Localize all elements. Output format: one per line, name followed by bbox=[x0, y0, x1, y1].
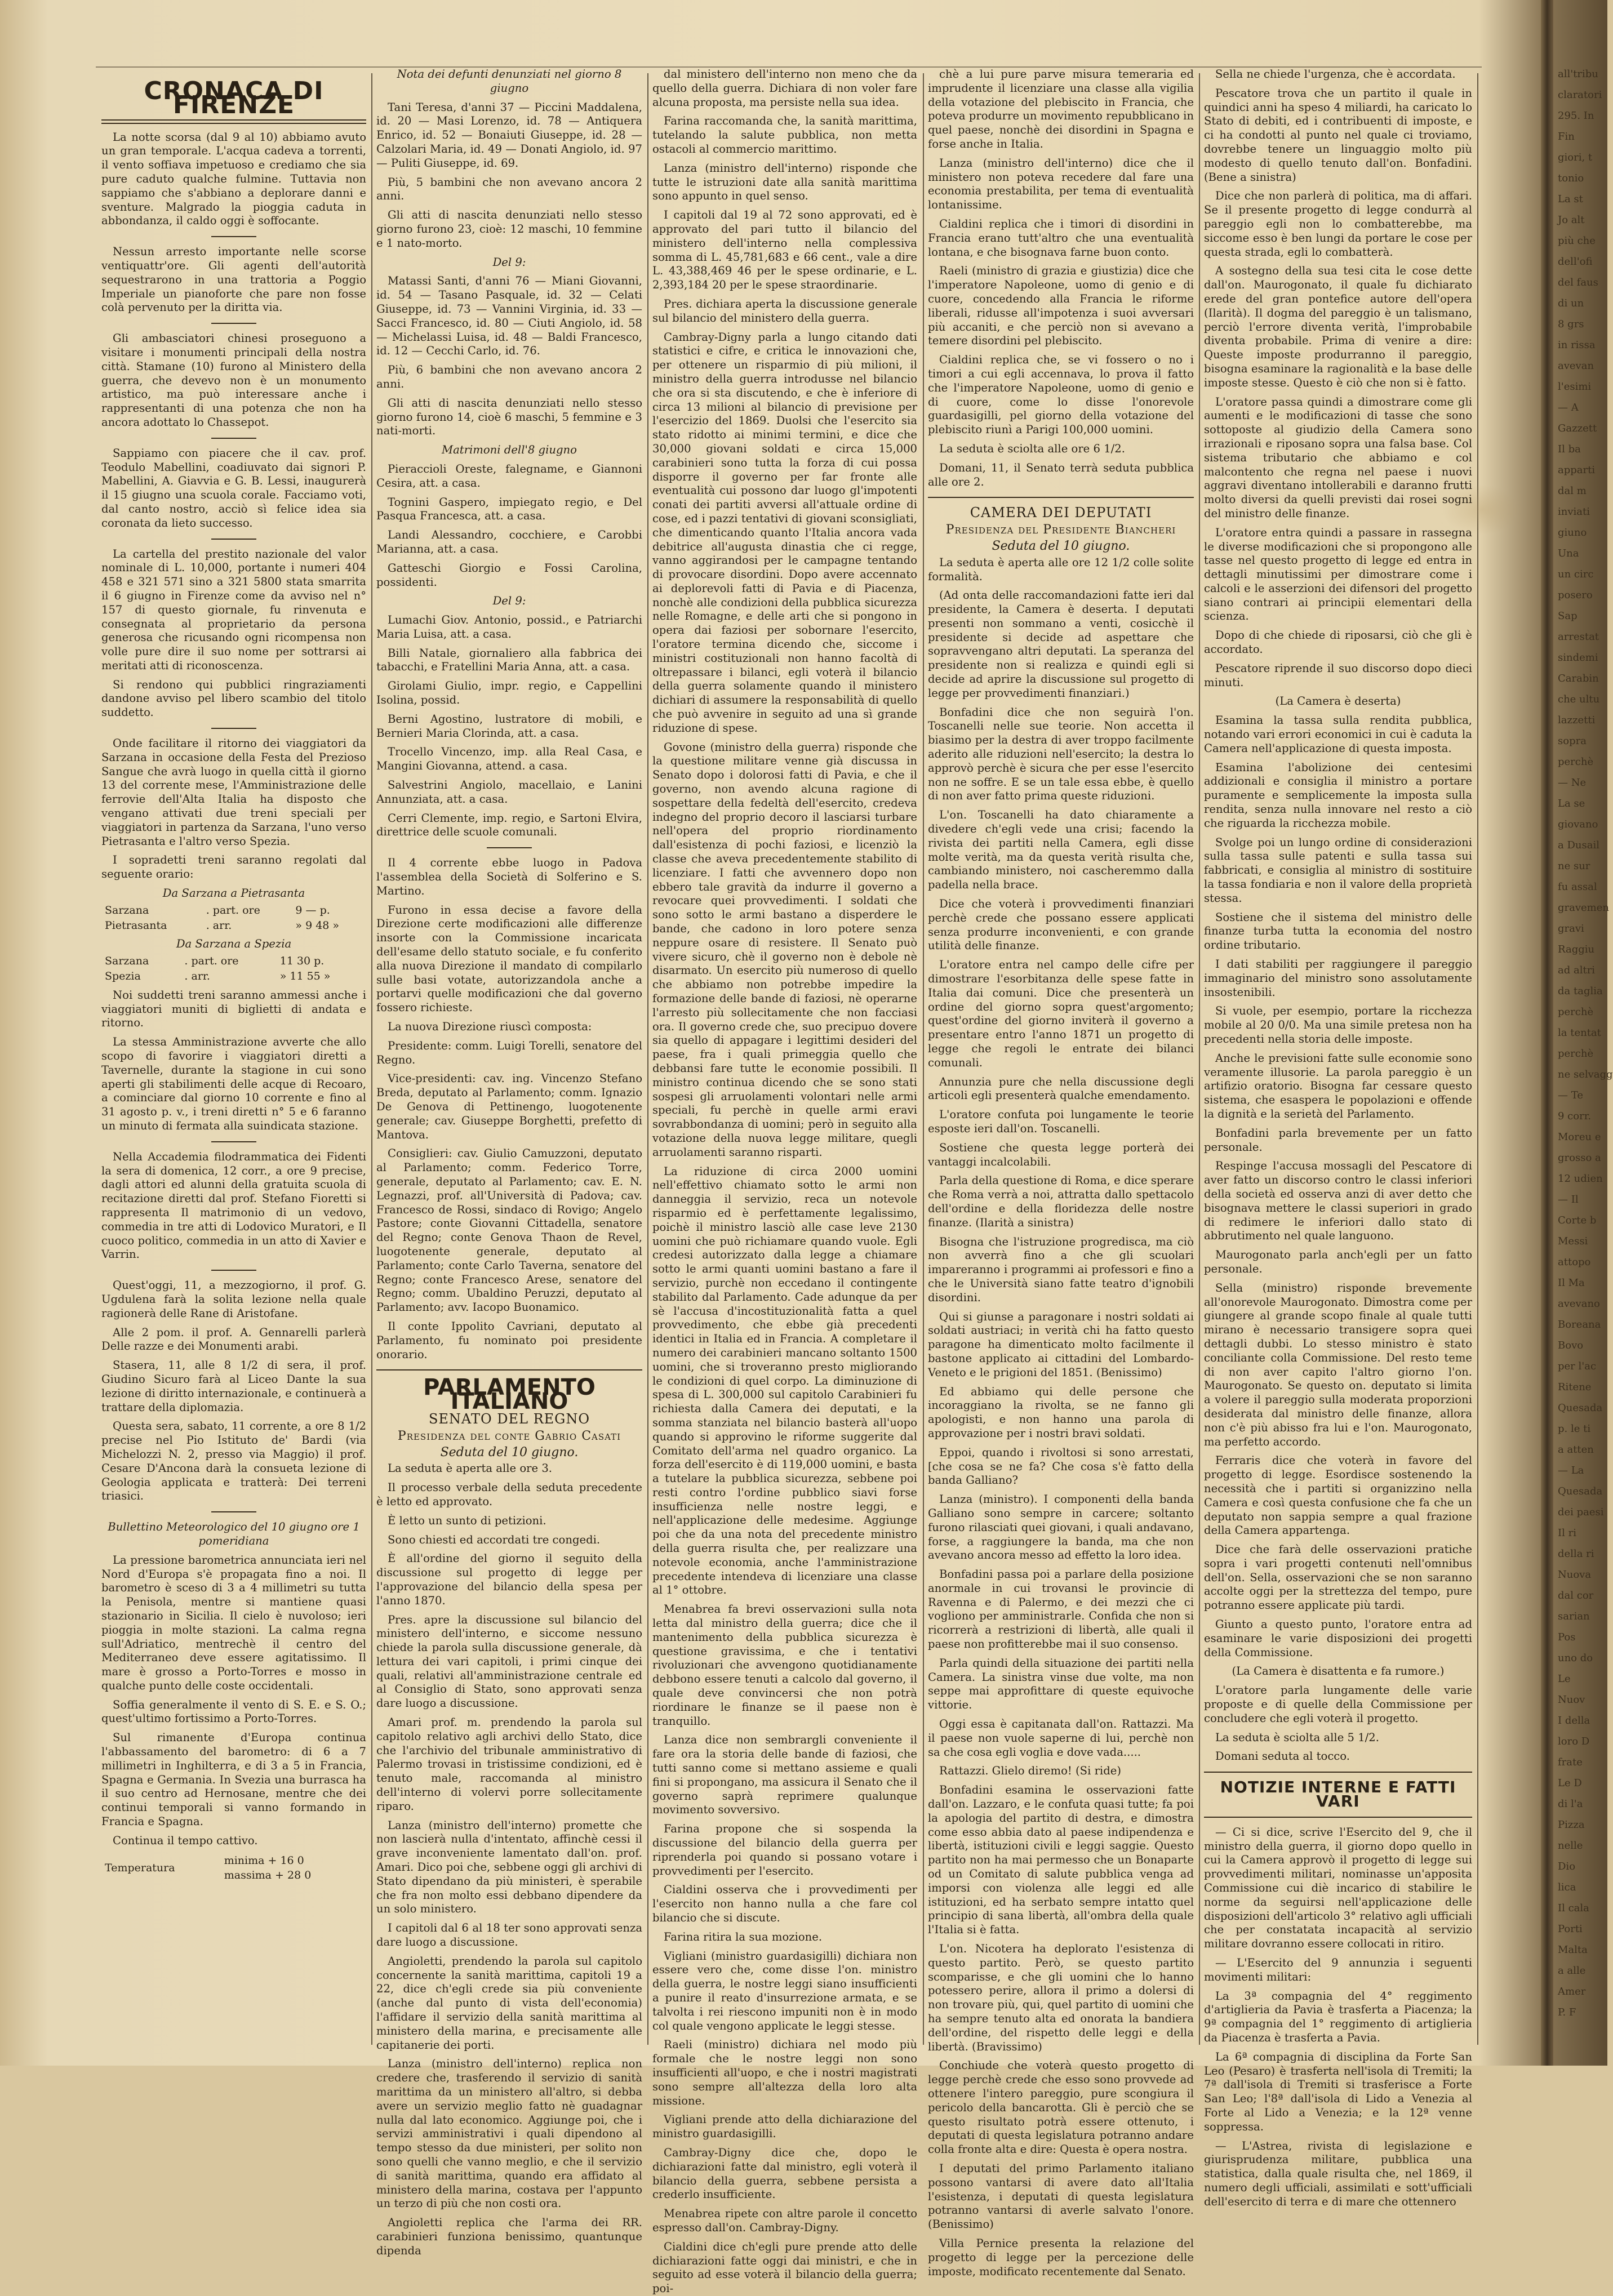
edge-fragment: Boreana bbox=[1558, 1319, 1601, 1331]
edge-fragment: Il Ma bbox=[1558, 1277, 1585, 1289]
senate-heading: SENATO DEL REGNO bbox=[428, 1410, 590, 1427]
edge-fragment: Pos bbox=[1558, 1631, 1576, 1643]
edge-fragment: per l'ac bbox=[1558, 1360, 1597, 1372]
article-paragraph: — Ci si dice, scrive l'Esercito del 9, che il ministro della guerra, il giorno dopo quello in cui la Camera approvò il progetto di legge sui provvedimenti militari, nominasse un'apposita Commissione cui diè incarico di stabilire le norme da seguirsi nell'applicazione delle disposizioni dell'articolo 3° relativo agli ufficiali che per constatata incapacità al servizio militare dovranno essere collocati in ritiro. bbox=[1204, 1825, 1472, 1951]
column-rule bbox=[923, 73, 924, 2045]
article-paragraph: Onde facilitare il ritorno dei viaggiatori da Sarzana in occasione della Festa del Prezioso Sangue che avrà luogo in quella città il giorno 13 del corrente mese, l'Amministrazione delle ferrovie dell'Alta Italia ha disposto che vengano attivati due treni speciali per viaggiatori in partenza da Sarzana, l'uno verso Pietrasanta e l'altro verso Spezia. bbox=[101, 737, 366, 848]
article-paragraph: Cerri Clemente, imp. regio, e Sartoni Elvira, direttrice delle scuole comunali. bbox=[376, 811, 642, 839]
article-paragraph: Cialdini replica che i timori di disordini in Francia erano tutt'altro che una eventualità lontana, e che bisognava farne buon conto. bbox=[928, 217, 1194, 259]
article-paragraph: Berni Agostino, lustratore di mobili, e Bernieri Maria Clorinda, att. a casa. bbox=[376, 712, 642, 740]
separator bbox=[487, 847, 532, 848]
article-paragraph: Ferraris dice che voterà in favore del progetto di legge. Esordisce sostenendo la necessità che i partiti si organizzino nella Camera e così questa confusione che fa che un deputato non sappia sempre a qual frazione della Camera appartenga. bbox=[1204, 1454, 1472, 1537]
article-paragraph: Pieraccioli Oreste, falegname, e Giannoni Cesira, att. a casa. bbox=[376, 462, 642, 490]
article-paragraph: Oggi essa è capitanata dall'on. Rattazzi. Ma il paese non vuole saperne di lui, perchè non sa che cosa egli voglia e dove vada..... bbox=[928, 1717, 1194, 1759]
article-paragraph: I deputati del primo Parlamento italiano possono vantarsi di avere dato all'Italia l'esistenza, i deputati di questa legislatura potranno vantarsi di averle salvato l'onore. (Benissimo) bbox=[928, 2161, 1194, 2231]
edge-fragment: inviati bbox=[1558, 506, 1590, 518]
edge-fragment: p. le ti bbox=[1558, 1423, 1591, 1435]
article-paragraph: Raeli (ministro) dichiara nel modo più formale che le nostre leggi non sono insufficienti all'uopo, e che i nostri magistrati sono sempre all'altezza della loro alta missione. bbox=[652, 2038, 917, 2107]
edge-fragment: Nuova bbox=[1558, 1569, 1592, 1581]
edge-fragment: giovano bbox=[1558, 818, 1598, 830]
article-paragraph: Annunzia pure che nella discussione degli articoli egli presenterà qualche emendamento. bbox=[928, 1075, 1194, 1102]
edge-fragment: sarian bbox=[1558, 1610, 1590, 1622]
edge-fragment: Pizza bbox=[1558, 1819, 1585, 1831]
edge-fragment: lica bbox=[1558, 1881, 1576, 1893]
article-paragraph: Conchiude che voterà questo progetto di legge perchè crede che esso sono provvede ad ottenere l'intero pareggio, pure scongiura il pericolo della bancarotta. Gli è perciò che se questo risultato potrà essere ottenuto, i deputati di questa legislatura potranno andare colla fronte alta e dire: Questa è opera nostra. bbox=[928, 2059, 1194, 2156]
edge-fragment: Amer bbox=[1558, 1986, 1586, 1997]
edge-fragment: ne sur bbox=[1558, 860, 1590, 872]
edge-fragment: da taglia bbox=[1558, 985, 1603, 997]
camera-title: CAMERA DEI DEPUTATI bbox=[970, 505, 1152, 521]
article-paragraph: La notte scorsa (dal 9 al 10) abbiamo avuto un gran temporale. L'acqua cadeva a torrenti, il vento soffiava impetuoso e crediamo che sia pure caduto qualche fulmine. Tuttavia non sappiamo che s'abbiano a deplorare danni e sventure. Malgrado la pioggia caduta in abbondanza, il caldo oggi è soffocante. bbox=[101, 130, 366, 228]
article-paragraph: La pressione barometrica annunciata ieri nel Nord d'Europa s'è propagata fino a noi. Il barometro è sceso di 3 a 4 millimetri su tutta la Penisola, mentre si mantiene quasi stazionario in Sicilia. Il cielo è nuvoloso; ieri pioggia in molte stazioni. La calma regna sull'Adriatico, mentrechè il centro del Mediterraneo deve essere agitatissimo. Il mare è grosso a Porto-Torres e mosso in qualche punto delle coste occidentali. bbox=[101, 1553, 366, 1692]
timetable bbox=[101, 903, 366, 933]
edge-fragment: apparti bbox=[1558, 464, 1596, 476]
edge-fragment: Le D bbox=[1558, 1777, 1582, 1789]
article-paragraph: Sul rimanente d'Europa continua l'abbassamento del barometro: di 6 a 7 millimetri in Inghilterra, e di 3 a 5 in Francia, Spagna e Germania. In Svezia una burrasca ha il suo centro ad Hernosane, mentre che dei continui temporali si vanno formando in Francia e Spagna. bbox=[101, 1731, 366, 1828]
column-rule bbox=[1477, 73, 1478, 2045]
article-paragraph: Questa sera, sabato, 11 corrente, a ore 8 1/2 precise nel Pio Istituto de' Bardi (via Michelozzi N. 2, presso via Maggio) il prof. Cesare D'Ancona darà la consueta lezione di Geologia applicata e tratterà: Dei terreni triasici. bbox=[101, 1420, 366, 1503]
edge-fragment: — Ne bbox=[1558, 777, 1587, 789]
timetable-kind: . arr. bbox=[206, 919, 232, 932]
article-paragraph: Billi Natale, giornaliero alla fabbrica dei tabacchi, e Fratellini Maria Anna, att. a casa. bbox=[376, 646, 642, 674]
article-paragraph: L'on. Toscanelli ha dato chiaramente a divedere ch'egli vede una crisi; facendo la rivista dei partiti nella Camera, egli disse molte verità, ma da questa verità risulta che, cambiando ministero, noi cascheremmo dalla padella nella brace. bbox=[928, 808, 1194, 892]
article-paragraph: Rattazzi. Glielo diremo! (Si ride) bbox=[939, 1764, 1121, 1778]
article-paragraph: Menabrea fa brevi osservazioni sulla nota letta dal ministro della guerra; dice che il mantenimento della pubblica sicurezza è questione gravissima, e che i tentativi rivoluzionari che avvengono quotidianamente debbono essere tenuti a calcolo dal governo, il quale deve convincersi che non potrà riordinare le finanze se il paese non è tranquillo. bbox=[652, 1603, 917, 1728]
edge-fragment: 12 udien bbox=[1558, 1173, 1603, 1185]
edge-fragment: Bovo bbox=[1558, 1340, 1584, 1351]
edge-fragment: — Il bbox=[1558, 1194, 1579, 1205]
article-paragraph: La seduta è aperta alle ore 3. bbox=[388, 1462, 553, 1475]
edge-fragment: ad altri bbox=[1558, 964, 1596, 976]
article-paragraph: Raeli (ministro di grazia e giustizia) dice che l'imperatore Napoleone, uomo di genio e di cuore, concedendo alla Francia le riforme liberali, ridusse all'impotenza i suoi avversari più accaniti, e che perciò non si avevano a temere disordini pel plebiscito. bbox=[928, 264, 1194, 348]
article-paragraph: Farina raccomanda che, la sanità marittima, tutelando la salute pubblica, non metta ostacoli al commercio marittimo. bbox=[652, 114, 917, 155]
article-paragraph: Bonfadini esamina le osservazioni fatte dall'on. Lazzaro, e le confuta quasi tutte; fa poi la apologia del partito di destra, e dimostra come esso abbia dato al paese indipendenza e libertà, istituzioni civili e leggi saggie. Questo partito non ha mai permesso che un Bonaparte od un Comitato di salute pubblica venga ad imporsi con violenza alle leggi ed alle istituzioni, ed ha serbato sempre intatto quel principio di sana libertà, all'ombra della quale l'Italia si è fatta. bbox=[928, 1783, 1194, 1937]
article-paragraph: Presidente: comm. Luigi Torelli, senatore del Regno. bbox=[376, 1039, 642, 1066]
timetable-row bbox=[101, 954, 366, 969]
article-paragraph: Sostiene che il sistema del ministro delle finanze turba tutta la economia del nostro ordine tributario. bbox=[1204, 910, 1472, 952]
article-paragraph: Il conte Ippolito Cavriani, deputato al Parlamento, fu nominato poi presidente onorario. bbox=[376, 1319, 642, 1361]
timetable-time: 11 30 p. bbox=[279, 955, 325, 968]
article-paragraph: Si vuole, per esempio, portare la ricchezza mobile al 20 0/0. Ma una simile pretesa non ha precedenti nella storia delle imposte. bbox=[1204, 1004, 1472, 1045]
article-paragraph: I dati stabiliti per raggiungere il pareggio immaginario del ministro sono assolutamente insostenibili. bbox=[1204, 958, 1472, 999]
edge-fragment: Porti bbox=[1558, 1923, 1583, 1935]
article-paragraph: Pescatore riprende il suo discorso dopo dieci minuti. bbox=[1204, 661, 1472, 689]
article-paragraph: Menabrea ripete con altre parole il concetto espresso dall'on. Cambray-Digny. bbox=[652, 2207, 917, 2234]
edge-fragment: lazzetti bbox=[1558, 714, 1596, 726]
edge-fragment: di un bbox=[1558, 297, 1584, 309]
timetable-route-heading: Da Sarzana a Spezia bbox=[176, 937, 292, 951]
edge-fragment: giori, t bbox=[1558, 152, 1593, 163]
article-paragraph: Maurogonato parla anch'egli per un fatto personale. bbox=[1204, 1248, 1472, 1275]
article-paragraph: Sappiamo con piacere che il cav. prof. Teodulo Mabellini, coadiuvato dai signori P. Mabellini, A. Giavvia e G. B. Lessi, inaugurerà il 15 giugno una scuola corale. Facciamo voti, dal canto nostro, acciò sì felice idea sia coronata da lieto successo. bbox=[101, 446, 366, 529]
timetable-row bbox=[101, 918, 366, 933]
article-paragraph: Lanza dice non sembrargli conveniente il fare ora la storia delle bande di faziosi, che tutti sanno come si mettano assieme e quali fini si propongano, ma assicura il Senato che il governo saprà reprimere qualunque movimento sovversivo. bbox=[652, 1733, 917, 1817]
article-paragraph: Girolami Giulio, impr. regio, e Cappellini Isolina, possid. bbox=[376, 679, 642, 707]
separator bbox=[211, 539, 256, 540]
article-paragraph: Cialdini osserva che i provvedimenti per l'esercito non hanno nulla a che fare col bilancio che si discute. bbox=[652, 1883, 917, 1924]
edge-fragment: perchè bbox=[1558, 1048, 1594, 1060]
edge-fragment: gravemen bbox=[1558, 902, 1609, 914]
edge-fragment: un circ bbox=[1558, 568, 1594, 580]
article-paragraph: Lanza (ministro dell'interno) replica non credere che, trasferendo il servizio di sanità marittima da un ministero all'altro, si debba avere un servizio meglio fatto nè guadagnar nulla dal lato economico. Aggiunge poi, che i servizi amministrativi i quali dipendono al tempo stesso da due ministeri, per solito non sono quelli che vanno meglio, e che il servizio di sanità marittima, quando era affidato al ministero della marina, costava per l'appunto un terzo di più che non costi ora. bbox=[376, 2057, 642, 2210]
article-paragraph: Domani, 11, il Senato terrà seduta pubblica alle ore 2. bbox=[928, 461, 1194, 488]
edge-fragment: avevano bbox=[1558, 1298, 1600, 1310]
article-paragraph: Consiglieri: cav. Giulio Camuzzoni, deputato al Parlamento; comm. Federico Torre, generale, deputato al Parlamento; cav. E. N. Legnazzi, prof. all'Università di Padova; cav. Francesco de Rossi, sindaco di Rovigo; Angelo Pastore; conte Giovanni Cittadella, senatore del Regno; conte Genova Thaon de Revel, luogotenente generale, deputato al Parlamento; conte Carlo Taverna, senatore del Regno; conte Francesco Arese, senatore del Regno; comm. Ubaldino Peruzzi, deputato al Parlamento; avv. Iacopo Buonamico. bbox=[376, 1147, 642, 1314]
edge-fragment: Nuov bbox=[1558, 1694, 1585, 1706]
article-paragraph: Anche le previsioni fatte sulle economie sono veramente illusorie. La parola pareggio è un artifizio oratorio. Bisogna far cessare questo sistema, che esaspera le popolazioni e offende la dignità e la serietà del Parlamento. bbox=[1204, 1051, 1472, 1120]
edge-fragment: La se bbox=[1558, 798, 1585, 809]
article-paragraph: La 3ª compagnia del 4° reggimento d'artiglieria da Pavia è trasferta a Piacenza; la 9ª compagnia del 1° reggimento di artiglieria da Piacenza è trasferta a Pavia. bbox=[1204, 1989, 1472, 2044]
edge-fragment: 295. In bbox=[1558, 110, 1594, 122]
timetable-station: Pietrasanta bbox=[105, 919, 167, 932]
edge-fragment: fu assal bbox=[1558, 881, 1597, 893]
column-rule bbox=[371, 73, 372, 2045]
edge-fragment: del faus bbox=[1558, 277, 1598, 288]
timetable-row bbox=[101, 969, 366, 984]
edge-fragment: perchè bbox=[1558, 1006, 1594, 1018]
article-paragraph: La nuova Direzione riuscì composta: bbox=[388, 1020, 592, 1034]
article-paragraph: Farina ritira la sua mozione. bbox=[664, 1930, 823, 1943]
edge-fragment: Le bbox=[1558, 1673, 1571, 1685]
article-paragraph: Dice che farà delle osservazioni pratiche sopra i vari progetti contenuti nell'omnibus dell'on. Sella, osservazioni che se non saranno accolte oggi per la strettezza del tempo, pure potranno essere applicate più tardi. bbox=[1204, 1543, 1472, 1612]
bulletin-title: Bullettino Meteorologico del 10 giugno ore 1 pomeridiana bbox=[108, 1520, 360, 1547]
timetable-row bbox=[101, 903, 366, 918]
article-paragraph: Gatteschi Giorgio e Fossi Carolina, possidenti. bbox=[376, 561, 642, 589]
edge-fragment: Corte b bbox=[1558, 1214, 1597, 1226]
article-paragraph: I capitoli dal 19 al 72 sono approvati, ed è approvato del pari tutto il bilancio del ministero dell'interno nella complessiva somma di L. 45,781,683 e 66 cent., vale a dire L. 43,388,469 46 per le spese ordinarie, e L. 2,393,184 20 per le spese straordinarie. bbox=[652, 208, 917, 292]
article-paragraph: Tani Teresa, d'anni 37 — Piccini Maddalena, id. 20 — Masi Lorenzo, id. 78 — Antiquera Enrico, id. 52 — Bonaiuti Giuseppe, id. 28 — Calzolari Maria, id. 49 — Donati Angiolo, id. 97 — Puliti Giuseppe, id. 69. bbox=[376, 100, 642, 170]
article-paragraph: È all'ordine del giorno il seguito della discussione sul progetto di legge per l'approvazione del bilancio della spesa per l'anno 1870. bbox=[376, 1552, 642, 1607]
session-date: Seduta del 10 giugno. bbox=[440, 1445, 579, 1460]
edge-fragment: 9 corr. bbox=[1558, 1110, 1592, 1122]
edge-fragment: Raggiu bbox=[1558, 944, 1595, 955]
article-paragraph: (Ad onta delle raccomandazioni fatte ieri dal presidente, la Camera è deserta. I deputati presenti non sommano a venti, cosicchè il presidente si decide ad aspettare che sopravvengano altri deputati. La speranza del presidente non si realizza e quindi egli si decide ad aprire la discussione sul progetto di legge per provvedimenti finanziari.) bbox=[928, 589, 1194, 700]
article-paragraph: I sopradetti treni saranno regolati dal seguente orario: bbox=[101, 853, 366, 881]
timetable-time: » 9 48 » bbox=[295, 919, 340, 932]
section-title-notizie: NOTIZIE INTERNE E FATTI VARI bbox=[1220, 1778, 1456, 1811]
edge-fragment: Jo alt bbox=[1558, 214, 1585, 226]
article-paragraph: Quest'oggi, 11, a mezzogiorno, il prof. G. Ugdulena farà la solita lezione nella quale ragionerà delle Rane di Aristofane. bbox=[101, 1279, 366, 1320]
edge-fragment: Messi bbox=[1558, 1235, 1588, 1247]
edge-fragment: Una bbox=[1558, 548, 1579, 559]
separator bbox=[211, 1270, 256, 1271]
timetable bbox=[101, 954, 366, 984]
column-defunti-senato bbox=[376, 68, 642, 2257]
edge-fragment: sindemi bbox=[1558, 652, 1598, 664]
article-paragraph: Soffia generalmente il vento di S. E. e S. O.; quest'ultimo fortissimo a Porto-Torres. bbox=[101, 1698, 366, 1725]
article-paragraph: Furono in essa decise a favore della Direzione certe modificazioni alle differenze insorte con la Commissione incaricata dell'esame dello statuto sociale, e fu conferito alla nuova Direzione il mandato di compilarlo sulle basi votate, autorizzandola anche a portarvi quelle modificazioni che dal governo fossero richieste. bbox=[376, 903, 642, 1014]
temperature-table bbox=[101, 1853, 366, 1884]
article-paragraph: Angioletti, prendendo la parola sul capitolo concernente la sanità marittima, capitoli 19 a 22, dice ch'egli crede sia più conveniente (anche dal punto di vista dell'economia) l'affidare il servizio della sanità marittima al ministero della marina, e precisamente alle capitanerie dei porti. bbox=[376, 1954, 642, 2052]
edge-fragment: Sap bbox=[1558, 610, 1578, 622]
edge-fragment: Quesada bbox=[1558, 1402, 1603, 1414]
edge-fragment: più che bbox=[1558, 235, 1596, 247]
article-paragraph: Angioletti replica che l'arma dei RR. carabinieri funziona benissimo, quantunque dipenda bbox=[376, 2216, 642, 2257]
section-title-parlamento: PARLAMENTO ITALIANO bbox=[423, 1374, 596, 1415]
article-paragraph: Nessun arresto importante nelle scorse ventiquattr'ore. Gli agenti dell'autorità sequestrarono in una trattoria a Poggio Imperiale un pianoforte che pare non fosse colà pervenuto per la diritta via. bbox=[101, 245, 366, 314]
edge-fragment: Moreu e bbox=[1558, 1131, 1601, 1143]
edge-fragment: la tentat bbox=[1558, 1027, 1601, 1039]
article-paragraph: Si rendono qui pubblici ringraziamenti dandone avviso pel libero scambio del titolo suddetto. bbox=[101, 678, 366, 719]
article-paragraph: chè a lui pure parve misura temeraria ed imprudente il licenziare una classe alla vigilia della votazione del plebiscito in Francia, che poteva produrre un movimento repubblicano in quel paese, nonchè dei disordini in Spagna e forse anche in Italia. bbox=[928, 68, 1194, 150]
edge-fragment: Carabin bbox=[1558, 673, 1599, 684]
edge-fragment: claratori bbox=[1558, 89, 1602, 101]
edge-fragment: all'tribu bbox=[1558, 68, 1598, 80]
separator bbox=[211, 236, 256, 237]
edge-fragment: della ri bbox=[1558, 1548, 1594, 1560]
article-paragraph: Sella ne chiede l'urgenza, che è accordata. bbox=[1215, 68, 1456, 81]
edge-fragment: tonio bbox=[1558, 172, 1584, 184]
article-paragraph: Pres. dichiara aperta la discussione generale sul bilancio del ministero della guerra. bbox=[652, 297, 917, 324]
edge-fragment: Il ba bbox=[1558, 443, 1581, 455]
edge-fragment: Il cala bbox=[1558, 1902, 1589, 1914]
article-paragraph: Trocello Vincenzo, imp. alla Real Casa, e Mangini Giovanna, attend. a casa. bbox=[376, 745, 642, 773]
edge-fragment: La st bbox=[1558, 193, 1583, 205]
edge-fragment: che ultu bbox=[1558, 693, 1600, 705]
article-paragraph: Cambray-Digny dice che, dopo le dichiarazioni fatte dal ministro, egli voterà il bilancio della guerra, sebbene persista a crederlo insufficiente. bbox=[652, 2146, 917, 2201]
article-paragraph: Ed abbiamo qui delle persone che incoraggiano la rivolta, se ne fanno gli apologisti, e non hanno una parola di approvazione per i nostri bravi soldati. bbox=[928, 1385, 1194, 1440]
edge-fragment: a alle bbox=[1558, 1965, 1586, 1977]
article-paragraph: Lanza (ministro dell'interno) risponde che tutte le istruzioni date alla sanità marittima sono appunto in quel senso. bbox=[652, 161, 917, 203]
edge-fragment: nelle bbox=[1558, 1840, 1583, 1852]
timetable-kind: . part. ore bbox=[206, 904, 260, 916]
separator bbox=[211, 1141, 256, 1142]
article-paragraph: (La Camera è deserta) bbox=[1275, 695, 1401, 708]
edge-fragment: a Dusail bbox=[1558, 839, 1599, 851]
column-cronaca bbox=[101, 68, 366, 2050]
column-camera-notizie bbox=[1204, 68, 1472, 2208]
article-paragraph: Respinge l'accusa mossagli del Pescatore di aver fatto un discorso contro le classi inferiori della società ed osserva anzi di aver detto che bisognava mettere le classi superiori in grado di redimere le inferiori dallo stato di abbrutimento nel quale languono. bbox=[1204, 1159, 1472, 1243]
column-rule bbox=[647, 73, 648, 2045]
article-paragraph: Villa Pernice presenta la relazione del progetto di legge per la percezione delle imposte, modificato recentemente dal Senato. bbox=[928, 2236, 1194, 2278]
article-paragraph: L'oratore entra nel campo delle cifre per dimostrare l'esorbitanza delle spese fatte in Italia dai comuni. Dice che presenterà un ordine del giorno sopra quest'argomento; quest'ordine del giorno inviterà il governo a presentare entro l'anno 1871 un progetto di legge che regoli le entrate dei bilanci comunali. bbox=[928, 958, 1194, 1069]
article-paragraph: Parla quindi della situazione dei partiti nella Camera. La sinistra vinse due volte, ma non seppe mai approfittare di queste equivoche vittorie. bbox=[928, 1656, 1194, 1712]
article-paragraph: Salvestrini Angiolo, macellaio, e Lanini Annunziata, att. a casa. bbox=[376, 778, 642, 806]
temperature-max: massima + 28 0 bbox=[224, 1869, 312, 1882]
edge-fragment: 8 grs bbox=[1558, 318, 1584, 330]
edge-fragment: avevan bbox=[1558, 360, 1594, 372]
edge-fragment: — La bbox=[1558, 1465, 1584, 1476]
defunti-title: Nota dei defunti denunziati nel giorno 8 giugno bbox=[397, 68, 622, 95]
edge-fragment: a atten bbox=[1558, 1444, 1594, 1456]
article-paragraph: Gli atti di nascita denunziati nello stesso giorno furono 14, cioè 6 maschi, 5 femmine e 3 nati-morti. bbox=[376, 396, 642, 438]
article-paragraph: Govone (ministro della guerra) risponde che la questione militare venne già discussa in Senato dopo i dolorosi fatti di Pavia, e che il governo, non avendo alcuna ragione di sospettare della fedeltà dell'esercito, credeva indegno del proprio decoro il lasciarsi turbare nell'opera del proprio riordinamento dall'esistenza di pochi faziosi, e licenziò la classe che aveva precedentemente stabilito di licenziare. I fatti che avvennero dopo non ebbero tale gravità da indurre il governo a revocare quei provvedimenti. I soldati che sono sotto le armi bastano a disperdere le bande, che cadono in loro potere senza neppure osare di resistere. Il Senato può vivere sicuro, chè il governo non è debole nè disarmato. Un esercito più numeroso di quello che abbiamo non potrebbe impedire la formazione delle bande di faziosi, nè operarne l'arresto più sollecitamente che non facciasi ora. Il governo crede che, suo precipuo dovere sia quello di appagare i legittimi desideri del paese, fra i quali primeggia quello che debbansi fare tutte le economie possibili. Il ministro continua dicendo che se sono stati sospesi gli arruolamenti volontari nelle armi speciali, fu perchè in quelle armi eravi sovrabbondanza di uomini; però in seguito alla votazione della nuova legge militare, quegli arruolamenti saranno risparti. bbox=[652, 740, 917, 1159]
article-paragraph: La stessa Amministrazione avverte che allo scopo di favorire i viaggiatori diretti a Tavernelle, durante la stagione in cui sono aperti gli stabilimenti delle acque di Recoaro, a cominciare dal giorno 10 corrente e fino al 31 agosto p. v., i treni diretti n° 5 e 6 faranno un minuto di fermata alla suindicata stazione. bbox=[101, 1035, 366, 1132]
article-paragraph: A sostegno della sua tesi cita le cose dette dall'on. Maurogonato, il quale fu dichiarato erede del gran pontefice autore dell'opera (Ilarità). Il dogma del pareggio è un talismano, perciò l'errore diventa verità, l'improbabile diventa probabile. Prima di venire a dire: Queste imposte produrranno il pareggio, bisogna esaminare la ragionalità e la base delle imposte stesse. Questo è ciò che non si è fatto. bbox=[1204, 264, 1472, 389]
session-date: Seduta del 10 giugno. bbox=[992, 539, 1130, 553]
article-paragraph: Vice-presidenti: cav. ing. Vincenzo Stefano Breda, deputato al Parlamento; comm. Ignazio De Genova di Pettinengo, luogotenente generale; cav. Giuseppe Borghetti, prefetto di Mantova. bbox=[376, 1072, 642, 1141]
article-paragraph: Esamina la tassa sulla rendita pubblica, notando vari errori economici in cui è caduta la Camera nell'applicazione di questa imposta. bbox=[1204, 714, 1472, 755]
timetable-station: Spezia bbox=[105, 970, 141, 983]
separator bbox=[211, 323, 256, 324]
article-paragraph: L'oratore passa quindi a dimostrare come gli aumenti e le modificazioni di tasse che sono sottoposte al giudizio della Camera sono irrazionali e riposano sopra una falsa base. Col sistema tributario che abbiamo e col malcontento che regna nel paese i nuovi aggravi diventano intollerabili e daranno frutti molto diversi da quelli previsti dai rosei sogni del ministro delle finanze. bbox=[1204, 395, 1472, 520]
edge-fragment: — A bbox=[1558, 402, 1579, 413]
subheading: Del 9: bbox=[492, 594, 526, 608]
timetable-time: 9 — p. bbox=[295, 904, 330, 916]
separator bbox=[1204, 1817, 1472, 1818]
article-paragraph: Qui si giunse a paragonare i nostri soldati ai soldati austriaci; in verità chi ha fatto questo paragone ha dimenticato molto facilmente il bastone applicato ai cittadini del Lombardo-Veneto e le prigioni del 1851. (Benissimo) bbox=[928, 1310, 1194, 1379]
edge-fragment: frate bbox=[1558, 1756, 1583, 1768]
edge-fragment: Malta bbox=[1558, 1944, 1588, 1956]
article-paragraph: I capitoli dal 6 al 18 ter sono approvati senza dare luogo a discussione. bbox=[376, 1921, 642, 1949]
article-paragraph: La seduta è sciolta alle 5 1/2. bbox=[1215, 1730, 1379, 1744]
article-paragraph: Nella Accademia filodrammatica dei Fidenti la sera di domenica, 12 corr., a ore 9 precise, dagli attori ed alunni della gratuita scuola di recitazione diretti dal prof. Stefano Fioretti si rappresenta Il matrimonio di un vedovo, commedia in tre atti di Lodovico Muratori, e Il cuoco politico, commedia in un atto di Xavier e Varrin. bbox=[101, 1150, 366, 1261]
article-paragraph: Noi suddetti treni saranno ammessi anche i viaggiatori muniti di biglietti di andata e ritorno. bbox=[101, 988, 366, 1030]
edge-fragment: uno do bbox=[1558, 1652, 1593, 1664]
edge-fragment: P. F bbox=[1558, 2006, 1576, 2018]
article-paragraph: La cartella del prestito nazionale del valor nominale di L. 10,000, portante i numeri 404 458 e 321 571 sino a 321 5800 stata smarrita il 6 giugno in Firenze come da avviso nel n° 157 di questo giornale, fu rinvenuta e consegnata al proprietario da persona generosa che ricusando ogni ricompensa non volle pure dire il suo nome per sottrarsi ai meritati atti di riconoscenza. bbox=[101, 547, 366, 672]
column-camera bbox=[928, 68, 1194, 2278]
edge-fragment: sopra bbox=[1558, 735, 1587, 747]
article-paragraph: Il 4 corrente ebbe luogo in Padova l'assemblea della Società di Solferino e S. Martino. bbox=[376, 856, 642, 897]
edge-fragment: in rissa bbox=[1558, 339, 1596, 351]
article-paragraph: Matassi Santi, d'anni 76 — Miani Giovanni, id. 54 — Tasano Pasquale, id. 32 — Celati Giuseppe, id. 73 — Vannini Virginia, id. 33 — Sacci Francesco, id. 80 — Ciuti Angiolo, id. 58 — Michelassi Luisa, id. 48 — Baldi Francesco, id. 12 — Cecchi Carlo, id. 76. bbox=[376, 274, 642, 358]
article-paragraph: Sostiene che questa legge porterà dei vantaggi incalcolabili. bbox=[928, 1141, 1194, 1168]
timetable-kind: . arr. bbox=[184, 970, 210, 983]
article-paragraph: Dice che non parlerà di politica, ma di affari. Se il presente progetto di legge condurrà al pareggio egli non lo combatterebbe, ma siccome esso è ben lungi da portare le cose per questa strada, egli lo combatterà. bbox=[1204, 189, 1472, 259]
edge-fragment: gravi bbox=[1558, 923, 1584, 935]
article-paragraph: Continua il tempo cattivo. bbox=[113, 1834, 258, 1847]
separator bbox=[211, 438, 256, 439]
presidency-line: Presidenza del conte Gabrio Casati bbox=[397, 1429, 621, 1443]
article-paragraph: Cialdini dice ch'egli pure prende atto delle dichiarazioni fatte oggi dai ministri, e che in seguito ad esse voterà il bilancio della guerra; poi- bbox=[652, 2240, 917, 2295]
edge-fragment: — Te bbox=[1558, 1089, 1583, 1101]
article-paragraph: La seduta è aperta alle ore 12 1/2 colle solite formalità. bbox=[928, 555, 1194, 583]
timetable-kind: . part. ore bbox=[184, 955, 239, 968]
article-paragraph: Lanza (ministro dell'interno) promette che non lascierà nulla d'intentato, affinchè cessi il grave inconveniente lamentato dall'on. prof. Amari. Dico poi che, sebbene oggi gli archivi di Stato dipendano da più ministeri, è sperabile che fra non molto essi debbano dipendere da un solo ministero. bbox=[376, 1818, 642, 1916]
article-paragraph: Giunto a questo punto, l'oratore entra ad esaminare le varie disposizioni dei progetti della Commissione. bbox=[1204, 1618, 1472, 1659]
article-paragraph: Lanza (ministro dell'interno) dice che il ministero non poteva recedere dal fare una economia prestabilita, per tema di eventualità lontanissime. bbox=[928, 156, 1194, 212]
article-paragraph: dal ministero dell'interno non meno che da quello della guerra. Dichiara di non voler fare alcuna proposta, ma persiste nella sua idea. bbox=[652, 68, 917, 109]
edge-fragment: arrestat bbox=[1558, 631, 1599, 643]
separator bbox=[928, 497, 1194, 498]
timetable-station: Sarzana bbox=[105, 955, 149, 968]
separator bbox=[211, 1511, 256, 1512]
article-paragraph: Più, 6 bambini che non avevano ancora 2 anni. bbox=[376, 363, 642, 390]
article-paragraph: Eppoi, quando i rivoltosi si sono arrestati, [che cosa se ne fa? Che cosa s'è fatto della banda Galliano? bbox=[928, 1445, 1194, 1487]
article-paragraph: È letto un sunto di petizioni. bbox=[388, 1514, 546, 1527]
temperature-min: minima + 16 0 bbox=[224, 1854, 304, 1867]
article-paragraph: Il processo verbale della seduta precedente è letto ed approvato. bbox=[376, 1481, 642, 1508]
article-paragraph: Lumachi Giov. Antonio, possid., e Patriarchi Maria Luisa, att. a casa. bbox=[376, 613, 642, 640]
article-paragraph: — L'Astrea, rivista di legislazione e giurisprudenza militare, pubblica una statistica, dalla quale risulta che, nel 1869, il numero degli ufficiali, assimilati e sott'ufficiali dell'esercito di terra e di mare che ottennero bbox=[1204, 2139, 1472, 2208]
edge-fragment: dell'ofi bbox=[1558, 256, 1593, 268]
article-paragraph: Bonfadini parla brevemente per un fatto personale. bbox=[1204, 1126, 1472, 1154]
article-paragraph: Lanza (ministro). I componenti della banda Galliano sono sempre in carcere; soltanto furono rilasciati quei giovani, i quali andavano, forse, a raggiungere la banda, ma che non avevano ancora messo ad effetto la loro idea. bbox=[928, 1493, 1194, 1562]
article-paragraph: Pescatore trova che un partito il quale in quindici anni ha speso 4 miliardi, ha caricato lo Stato di debiti, ed i contribuenti di imposte, e ci ha condotti al punto nel quale ci troviamo, dovrebbe tenere un linguaggio molto più modesto di quello tenuto dall'on. Bonfadini. (Bene a sinistra) bbox=[1204, 86, 1472, 184]
article-paragraph: Farina propone che si sospenda la discussione del bilancio della guerra per riprenderla poi quando si possano votare i provvedimenti per l'esercito. bbox=[652, 1822, 917, 1877]
article-paragraph: Pres. apre la discussione sul bilancio del ministero dell'interno, e siccome nessuno chiede la parola sulla discussione generale, dà lettura dei vari capitoli, i primi cinque dei quali, relativi all'amministrazione centrale ed al Consiglio di Stato, sono approvati senza dare luogo a discussione. bbox=[376, 1613, 642, 1710]
article-paragraph: Domani seduta al tocco. bbox=[1215, 1750, 1350, 1763]
article-paragraph: Bonfadini passa poi a parlare della posizione anormale in cui trovansi le provincie di Ravenna e di Palermo, e dei mezzi che ci vogliono per amministrarle. Confida che non si ricorrerà a restrizioni di libertà, alle quali il paese non profitterebbe mai il suo consenso. bbox=[928, 1568, 1194, 1651]
edge-fragment: dei paesi bbox=[1558, 1506, 1604, 1518]
article-paragraph: La 6ª compagnia di disciplina da Forte San Leo (Pesaro) è trasferta nell'isola di Tremiti; la 7ª dall'isola di Tremiti si trasferisce a Forte San Leo; l'8ª dall'isola di Lido a Venezia al Forte al Lido a Venezia; e la 12ª venne soppressa. bbox=[1204, 2050, 1472, 2133]
timetable-route-heading: Da Sarzana a Pietrasanta bbox=[162, 887, 305, 900]
presidency-line: Presidenza del Presidente Biancheri bbox=[945, 523, 1176, 537]
section-title-cronaca: CRONACA DI FIRENZE bbox=[144, 77, 324, 119]
separator bbox=[1204, 1772, 1472, 1773]
article-paragraph: L'on. Nicotera ha deplorato l'esistenza di questo partito. Però, se questo partito scomparisse, e che gli uomini che lo hanno potessero perire, allora il primo a dolersi di non trovare più, qui, quel partito di uomini che ha sempre tenuto alta ed onorata la bandiera dell'ordine, del rispetto delle leggi e della libertà. (Bravissimo) bbox=[928, 1942, 1194, 2053]
article-paragraph: Cambray-Digny parla a lungo citando dati statistici e cifre, e critica le innovazioni che, per ottenere un risparmio di più milioni, il ministro della guerra introdusse nel bilancio che ora si sta discutendo, e che è inferiore di circa 13 milioni al bilancio di previsione per l'esercizio del 1869. Duolsi che l'esercito sia stato ridotto ai minimi termini, e dice che 30,000 giovani soldati e circa 15,000 carabinieri sono tutta la forza di cui possa disporre il governo per far fronte alle eventualità cui possono dar luogo gl'impotenti conati dei partiti avversi all'attuale ordine di cose, ed i pazzi tentativi di giovani sconsigliati, che dimenticando quanto l'Italia ancora vada debitrice all'augusta dinastia che ci regge, vanno aggirandosi per le campagne tentando di provocare disordini. Dopo avere accennato ai deplorevoli fatti di Pavia e di Piacenza, nonchè alle condizioni della pubblica sicurezza nelle Romagne, e delle arti che si pongono in opera dai faziosi per sobornare l'esercito, l'oratore termina dicendo che, siccome i ministri costituzionali non hanno facoltà di oltrepassare i bilanci, egli voterà il bilancio della guerra solamente quando il ministero dichiari di assumere la responsabilità di quello che può avvenire in seguito ad una sì grande riduzione di spese. bbox=[652, 330, 917, 735]
edge-fragment: Dio bbox=[1558, 1861, 1576, 1872]
temperature-label: Temperatura bbox=[105, 1862, 175, 1875]
edge-fragment: dal cor bbox=[1558, 1590, 1594, 1601]
article-paragraph: Dopo di che chiede di riposarsi, ciò che gli è accordato. bbox=[1204, 629, 1472, 656]
article-paragraph: Più, 5 bambini che non avevano ancora 2 anni. bbox=[376, 175, 642, 203]
timetable-station: Sarzana bbox=[105, 904, 149, 916]
edge-fragment: Quesada bbox=[1558, 1485, 1603, 1497]
article-paragraph: Vigliani prende atto della dichiarazione del ministro guardasigilli. bbox=[652, 2113, 917, 2141]
article-paragraph: Landi Alessandro, cocchiere, e Carobbi Marianna, att. a casa. bbox=[376, 528, 642, 555]
edge-fragment: I della bbox=[1558, 1715, 1590, 1727]
subheading: Del 9: bbox=[492, 255, 526, 269]
article-paragraph: La seduta è sciolta alle ore 6 1/2. bbox=[939, 442, 1125, 455]
article-paragraph: Vigliani (ministro guardasigilli) dichiara non essere vero che, come disse l'on. ministro della guerra, le nostre leggi siano insufficienti a punire il reato d'insurrezione armata, e se talvolta i rei riescono impuniti non è in modo col quale vengono applicate le leggi stesse. bbox=[652, 1949, 917, 2032]
column-senato-continued bbox=[652, 68, 917, 2295]
article-paragraph: La riduzione di circa 2000 uomini nell'effettivo chiamato sotto le armi non danneggia il servizio, reca un notevole risparmio ed è perfettamente legalissimo, poichè il ministro lasciò alle case leve 2130 uomini che può richiamare quando vuole. Egli credesi autorizzato dalla legge a chiamare sotto le armi quanti uomini bastano a fare il servizio, purchè non eccedano il contingente stabilito dal Parlamento. Cade adunque da per sè l'accusa d'incostituzionalità fatta a quel provvedimento, che ebbe già precedenti identici in Italia ed in Francia. A completare il numero dei carabinieri mancano soltanto 1500 uomini, che si troveranno presto migliorando le condizioni di quel corpo. La diminuzione di spesa di L. 300,000 sul capitolo Carabinieri fu richiesta dalla Camera dei deputati, e la somma stanziata nel bilancio basterà all'uopo quando si approvino le riforme suggerite dal Comitato dell'arma nel quadro organico. La forza dell'esercito è di 119,000 uomini, e basta a tutelare la pubblica sicurezza, sebbene poi resti contro l'ordine pubblico siavi forse insufficienza nelle nostre leggi, e nell'applicazione delle medesime. Aggiunge poi che da una nota del precedente ministro della guerra risulta che, per realizzare una notevole economia, anche l'amministrazione precedente intendeva di licenziare una classe al 1° ottobre. bbox=[652, 1164, 917, 1597]
article-paragraph: Amari prof. m. prendendo la parola sul capitolo relativo agli archivi dello Stato, dice che l'archivio del tribunale amministrativo di Palermo trovasi in tristissime condizioni, ed è tenuto male, raccomanda al ministro dell'interno di volervi porre sollecitamente riparo. bbox=[376, 1716, 642, 1813]
article-paragraph: Bisogna che l'istruzione progredisca, ma ciò non avverrà fino a che gli scuolari impareranno i programmi ai professori e fino a che le Università siano fatte teatro d'ignobili disordini. bbox=[928, 1235, 1194, 1304]
edge-fragment: Ritene bbox=[1558, 1381, 1592, 1393]
article-paragraph: Sella (ministro) risponde brevemente all'onorevole Maurogonato. Dimostra come per giungere al grande scopo finale al quale tutti mirano è necessario transigere sopra quei dettagli dubbi. Lo stesso ministro è stato conciliante colla Commissione. Del resto teme di non aver capito l'altro giorno l'on. Maurogonato. Se questo on. deputato si limita a volere il pareggio sulla moderata proporzioni desiderata dal ministro delle finanze, allora non c'è più abisso fra lui e l'on. Maurogonato, ma perfetto accordo. bbox=[1204, 1281, 1472, 1448]
article-paragraph: Esamina l'abolizione dei centesimi addizionali e consiglia il ministro a portare puramente e semplicemente la imposta sulla rendita, senza nulla innovare nel resto a ciò che riguarda la ricchezza mobile. bbox=[1204, 760, 1472, 830]
edge-fragment: attopo bbox=[1558, 1256, 1591, 1268]
article-paragraph: Dice che voterà i provvedimenti finanziari perchè crede che possano essere applicati senza produrre inconvenienti, e con grande utilità delle finanze. bbox=[928, 897, 1194, 953]
edge-fragment: ne selvagg bbox=[1558, 1069, 1613, 1080]
article-paragraph: Gli ambasciatori chinesi proseguono a visitare i monumenti principali della nostra città. Stamane (10) furono al Ministero della guerra, che devevo non è un monumento artistico, ma può interessare anche i rappresentanti di una potenza che non ha ancora adottato lo Chassepot. bbox=[101, 332, 366, 429]
edge-fragment: Gazzett bbox=[1558, 422, 1597, 434]
edge-fragment: giuno bbox=[1558, 527, 1587, 539]
column-rule bbox=[1199, 73, 1200, 2045]
timetable-time: » 11 55 » bbox=[279, 970, 331, 983]
edge-fragment: l'esimi bbox=[1558, 381, 1592, 393]
article-paragraph: Svolge poi un lungo ordine di considerazioni sulla tassa sulle patenti e sulla tassa sui fabbricati, e consiglia al ministro di sostituire la tassa fondiaria e non il valore della proprietà stessa. bbox=[1204, 835, 1472, 905]
article-paragraph: L'oratore entra quindi a passare in rassegna le diverse modificazioni che si propongono alle tasse nel questo progetto di legge ed entra in dettagli minutissimi per dimostrare come i calcoli e le asserzioni dei difensori del progetto siano contrari ai principii elementari della scienza. bbox=[1204, 526, 1472, 623]
edge-fragment: dal m bbox=[1558, 485, 1587, 497]
edge-fragment: grosso a bbox=[1558, 1152, 1601, 1164]
page-fold-gutter bbox=[1541, 0, 1553, 2066]
article-paragraph: (La Camera è disattenta e fa rumore.) bbox=[1232, 1665, 1445, 1678]
article-paragraph: Parla della questione di Roma, e dice sperare che Roma verrà a noi, attratta dallo spettacolo dell'ordine e della floridezza delle nostre finanze. (Ilarità a sinistra) bbox=[928, 1174, 1194, 1229]
edge-fragment: perchè bbox=[1558, 756, 1594, 768]
edge-fragment: posero bbox=[1558, 589, 1593, 601]
subheading: Matrimoni dell'8 giugno bbox=[442, 443, 577, 457]
article-paragraph: Stasera, 11, alle 8 1/2 di sera, il prof. Giudino Sicuro farà al Liceo Dante la sua lezione di diritto internazionale, e continuerà a trattare della diplomazia. bbox=[101, 1359, 366, 1414]
article-paragraph: Sono chiesti ed accordati tre congedi. bbox=[388, 1533, 601, 1546]
edge-fragment: Il ri bbox=[1558, 1527, 1576, 1539]
article-paragraph: L'oratore parla lungamente delle varie proposte e di quelle della Commissione per concludere che egli voterà il progetto. bbox=[1204, 1684, 1472, 1725]
double-rule bbox=[101, 119, 366, 124]
article-paragraph: Tognini Gaspero, impiegato regio, e Del Pasqua Francesca, att. a casa. bbox=[376, 495, 642, 523]
article-paragraph: Bonfadini dice che non seguirà l'on. Toscanelli nelle sue teorie. Non accetta il biasimo per la destra di aver troppo facilmente aderito alle riduzioni nell'esercito; la destra lo approvò perchè è sicura che per esse l'esercito non ne soffre. E se un tale essa ebbe, è quello di non aver fatto prima queste riduzioni. bbox=[928, 705, 1194, 803]
edge-fragment: loro D bbox=[1558, 1736, 1590, 1747]
separator bbox=[211, 728, 256, 729]
article-paragraph: L'oratore confuta poi lungamente le teorie esposte ieri dall'on. Toscanelli. bbox=[928, 1108, 1194, 1135]
adjacent-page-edge bbox=[1558, 68, 1613, 2050]
edge-fragment: Fin bbox=[1558, 131, 1575, 143]
separator bbox=[376, 1369, 642, 1371]
edge-fragment: di l'a bbox=[1558, 1798, 1583, 1810]
article-paragraph: Alle 2 pom. il prof. A. Gennarelli parlerà Delle razze e dei Monumenti arabi. bbox=[101, 1325, 366, 1353]
article-paragraph: — L'Esercito del 9 annunzia i seguenti movimenti militari: bbox=[1204, 1956, 1472, 1983]
article-paragraph: Cialdini replica che, se vi fossero o no i timori a cui egli accennava, lo prova il fatto che l'imperatore Napoleone, uomo di genio e di cuore, come lo disse l'onorevole guardasigilli, pel giorno della votazione del plebiscito riunì a Parigi 100,000 uomini. bbox=[928, 353, 1194, 437]
article-paragraph: Gli atti di nascita denunziati nello stesso giorno furono 23, cioè: 12 maschi, 10 femmine e 1 nato-morto. bbox=[376, 208, 642, 250]
